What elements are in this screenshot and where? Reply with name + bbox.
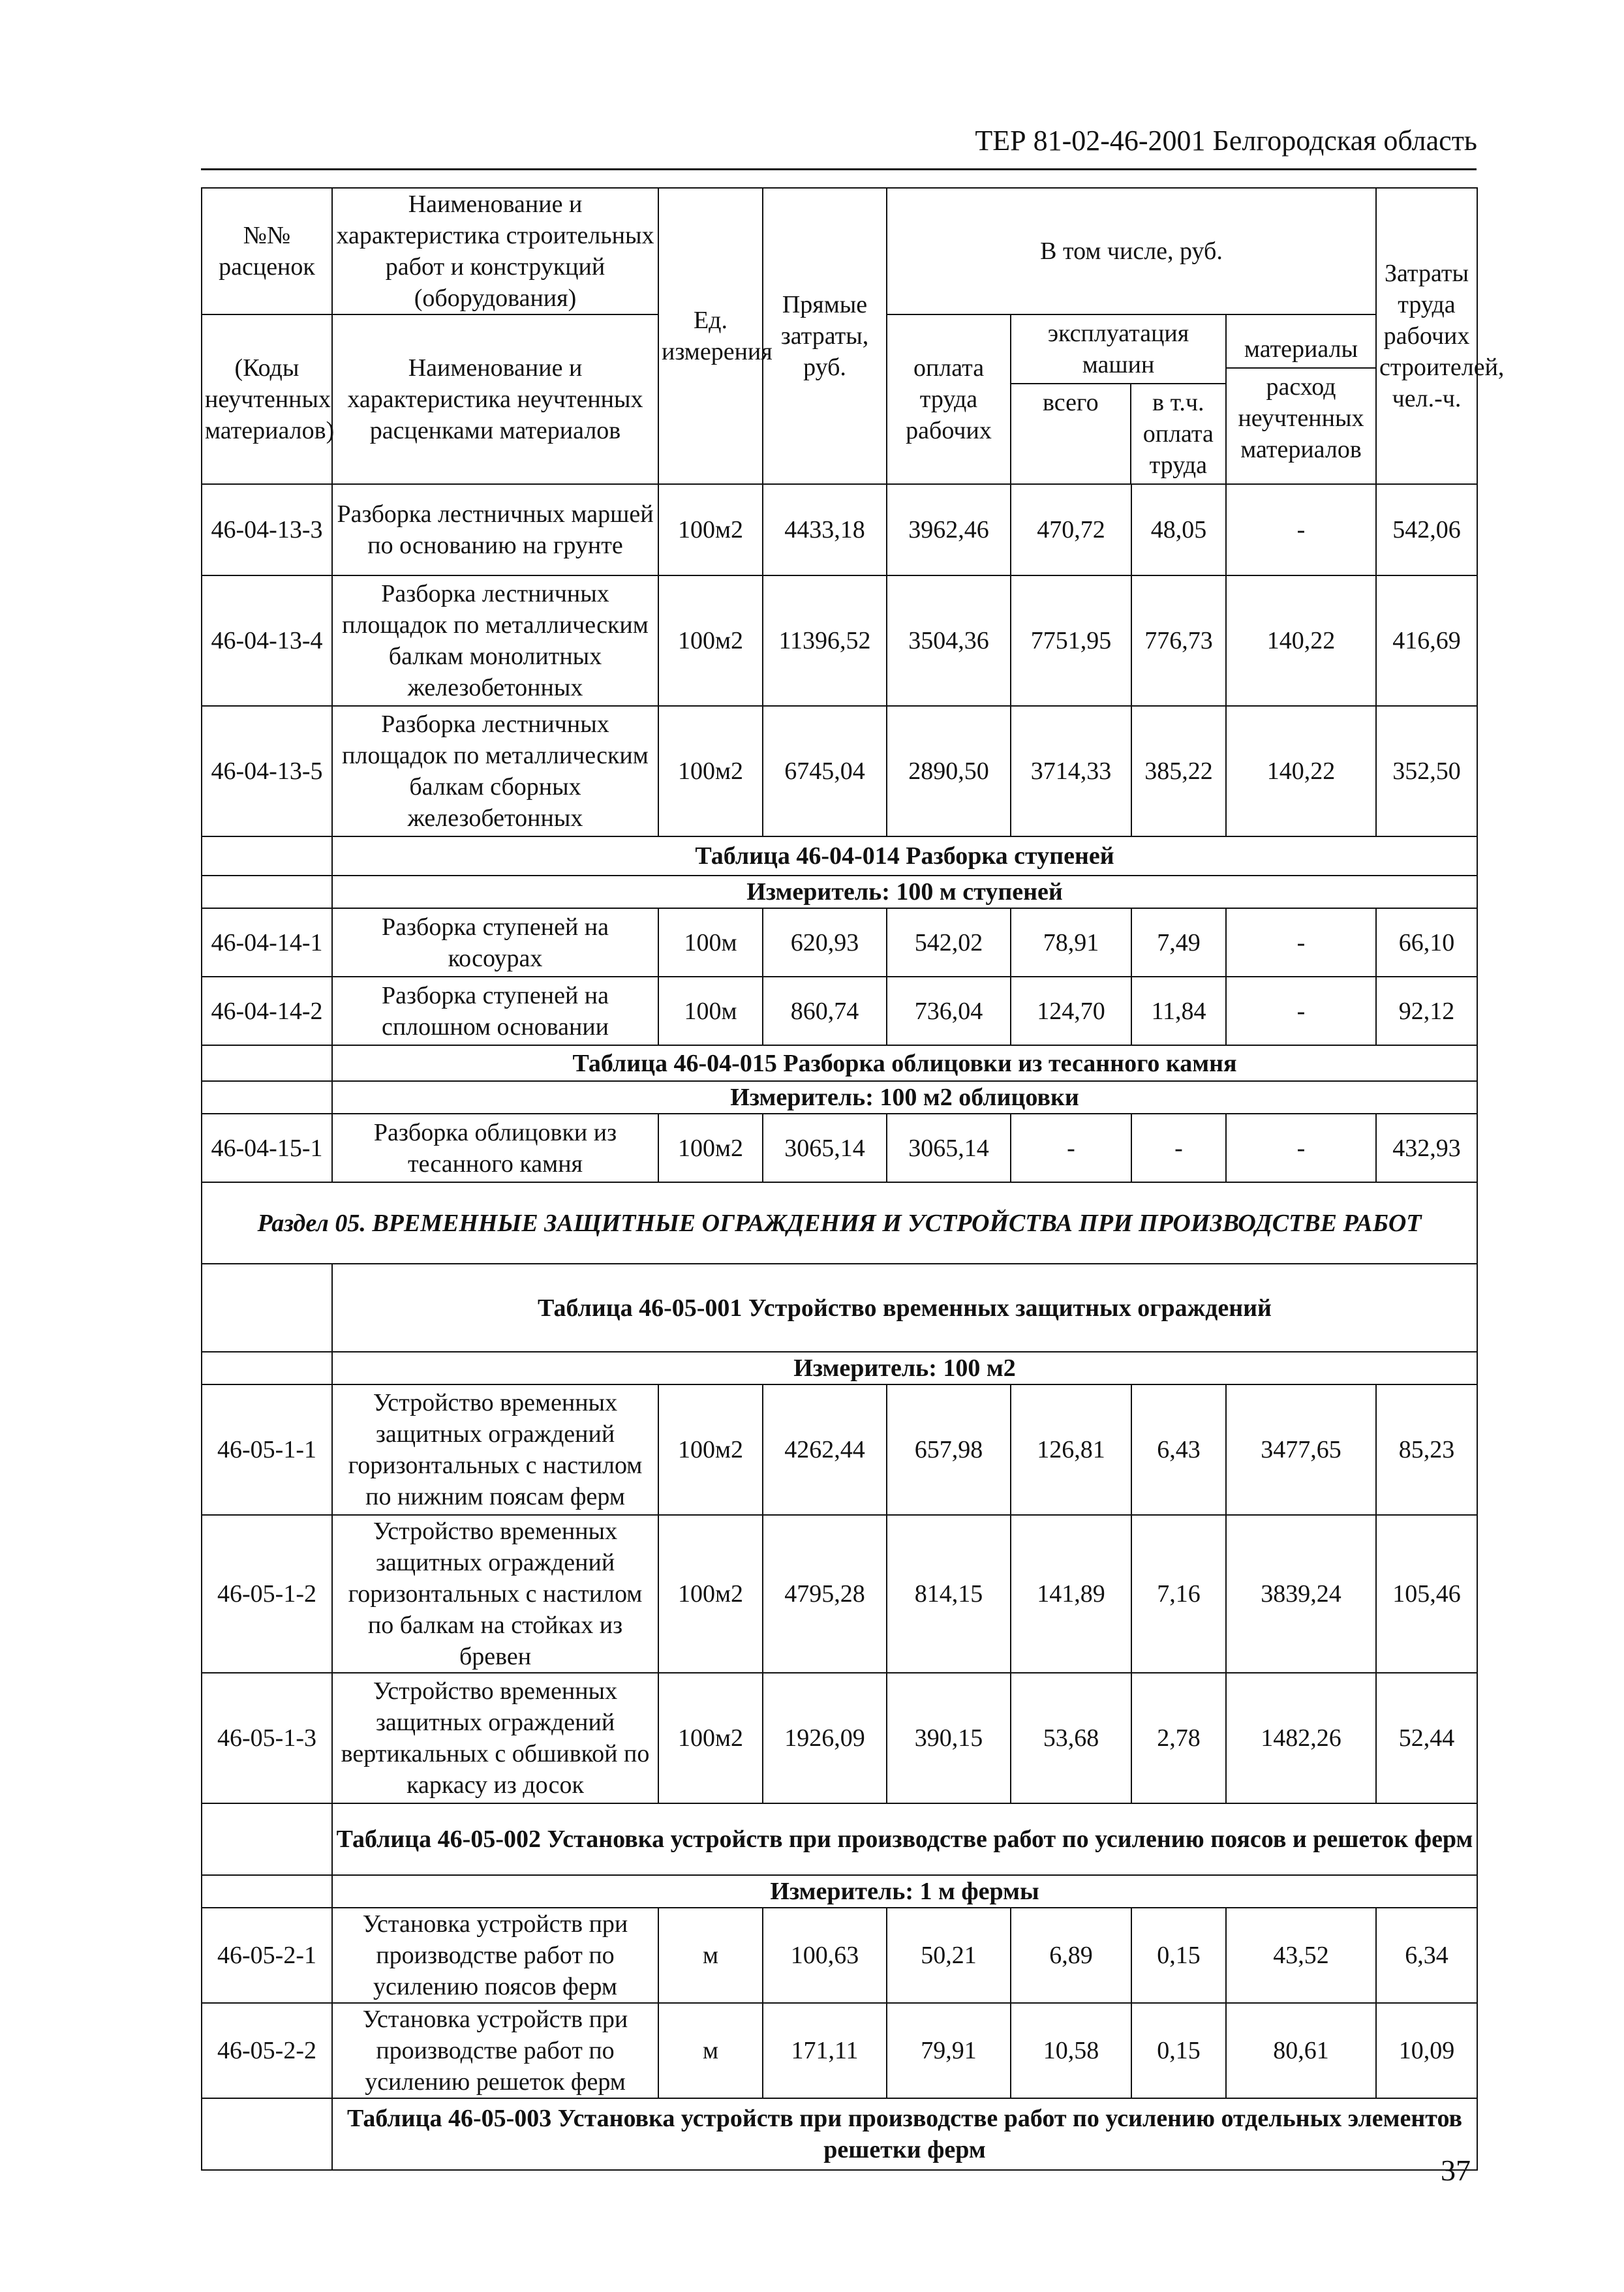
cell-unit: 100м2 [658,1673,763,1803]
rate-code: 46-04-14-1 [202,908,332,977]
cell-unit: 100м2 [658,1114,763,1182]
table-title: Таблица 46-05-002 Установка устройств при производстве работ по усилению поясов и решеток ферм [332,1803,1477,1875]
cell-mach: 10,58 [1011,2003,1131,2098]
cell-mach: 126,81 [1011,1384,1131,1515]
rate-code: 46-04-13-3 [202,484,332,575]
table-title-row [202,1264,1477,1352]
cell-mach-labor: 0,15 [1131,2003,1226,2098]
table-title: Таблица 46-05-003 Установка устройств при производстве работ по усилению отдельных элементов решетки ферм [332,2098,1477,2170]
cell-direct: 3065,14 [763,1114,887,1182]
empty-code-cell [202,1081,332,1114]
work-name: Установка устройств при производстве работ по усилению поясов ферм [332,1908,658,2003]
work-name: Устройство временных защитных ограждений горизонтальных с настилом по нижним поясам ферм [332,1384,658,1515]
header-labor-pay: оплата труда рабочих [887,314,1011,484]
cell-mach: - [1011,1114,1131,1182]
cell-mach-labor: - [1131,1114,1226,1182]
header-including: В том числе, руб. [887,188,1376,314]
measure-unit: Измеритель: 100 м2 [332,1352,1477,1384]
header-materials-title: материалы [1227,331,1375,369]
cell-mach-labor: 385,22 [1131,706,1226,836]
table-title-row [202,836,1477,876]
cell-direct: 100,63 [763,1908,887,2003]
empty-code-cell [202,1264,332,1352]
cell-unit: 100м2 [658,1384,763,1515]
measure-unit: Измеритель: 100 м ступеней [332,876,1477,908]
header-name-materials: Наименование и характеристика неучтенных расценками материалов [332,314,658,484]
empty-code-cell [202,836,332,876]
cell-mat: 140,22 [1226,575,1376,706]
rate-code: 46-04-15-1 [202,1114,332,1182]
cell-direct: 4262,44 [763,1384,887,1515]
table-row [202,706,1477,836]
cell-unit: 100м2 [658,1515,763,1673]
table-row [202,1515,1477,1673]
rates-table [201,187,1505,2171]
work-name: Устройство временных защитных ограждений вертикальных с обшивкой по каркасу из досок [332,1673,658,1803]
work-name: Разборка лестничных маршей по основанию на грунте [332,484,658,575]
cell-work: 92,12 [1376,977,1477,1045]
measure-row [202,1081,1477,1114]
cell-mach: 124,70 [1011,977,1131,1045]
cell-labor: 390,15 [887,1673,1011,1803]
cell-mat: 3477,65 [1226,1384,1376,1515]
empty-code-cell [202,1045,332,1081]
work-name: Разборка лестничных площадок по металлическим балкам сборных железобетонных [332,706,658,836]
cell-labor: 2890,50 [887,706,1011,836]
cell-work: 6,34 [1376,1908,1477,2003]
cell-unit: 100м2 [658,575,763,706]
cell-mach: 6,89 [1011,1908,1131,2003]
rate-code: 46-05-1-2 [202,1515,332,1673]
cell-unit: 100м [658,908,763,977]
cell-work: 352,50 [1376,706,1477,836]
cell-work: 416,69 [1376,575,1477,706]
rate-code: 46-05-2-2 [202,2003,332,2098]
header-labor-hours: Затраты труда рабочих строителей, чел.-ч. [1376,188,1477,484]
cell-mat: - [1226,908,1376,977]
cell-mach: 78,91 [1011,908,1131,977]
cell-labor: 3504,36 [887,575,1011,706]
table-title-row [202,1803,1477,1875]
header-direct: Прямые затраты, руб. [763,188,887,484]
work-name: Устройство временных защитных ограждений горизонтальных с настилом по балкам на стойках из бревен [332,1515,658,1673]
cell-labor: 542,02 [887,908,1011,977]
page-number: 37 [1441,2154,1471,2187]
page-header: ТЕР 81-02-46-2001 Белгородская область [975,125,1477,157]
cell-work: 52,44 [1376,1673,1477,1803]
empty-code-cell [202,1875,332,1908]
cell-work: 85,23 [1376,1384,1477,1515]
empty-code-cell [202,1352,332,1384]
cell-unit: 100м2 [658,706,763,836]
cell-direct: 860,74 [763,977,887,1045]
measure-unit: Измеритель: 100 м2 облицовки [332,1081,1477,1114]
cell-mat: 140,22 [1226,706,1376,836]
measure-unit: Измеритель: 1 м фермы [332,1875,1477,1908]
cell-unit: 100м [658,977,763,1045]
cell-mach-labor: 7,16 [1131,1515,1226,1673]
cell-mach-labor: 11,84 [1131,977,1226,1045]
section-row [202,1182,1477,1264]
cell-mat: - [1226,977,1376,1045]
table-title: Таблица 46-05-001 Устройство временных защитных ограждений [332,1264,1477,1352]
cell-mach-labor: 6,43 [1131,1384,1226,1515]
rate-code: 46-05-1-3 [202,1673,332,1803]
cell-labor: 3962,46 [887,484,1011,575]
cell-work: 432,93 [1376,1114,1477,1182]
cell-work: 105,46 [1376,1515,1477,1673]
table-body [202,484,1477,2170]
empty-code-cell [202,2098,332,2170]
cell-mach-labor: 0,15 [1131,1908,1226,2003]
cell-work: 66,10 [1376,908,1477,977]
header-code: №№ расценок [202,188,332,314]
cell-unit: м [658,1908,763,2003]
cell-labor: 50,21 [887,1908,1011,2003]
table-title: Таблица 46-04-014 Разборка ступеней [332,836,1477,876]
header-machines-labor: в т.ч. оплата труда [1142,389,1214,479]
table-row [202,1673,1477,1803]
cell-direct: 11396,52 [763,575,887,706]
cell-direct: 4795,28 [763,1515,887,1673]
cell-mat: 80,61 [1226,2003,1376,2098]
measure-row [202,876,1477,908]
header-code-materials: (Коды неучтенных материалов) [202,314,332,484]
cell-mat: - [1226,484,1376,575]
section-title: Раздел 05. ВРЕМЕННЫЕ ЗАЩИТНЫЕ ОГРАЖДЕНИЯ И УСТРОЙСТВА ПРИ ПРОИЗВОДСТВЕ РАБОТ [202,1182,1477,1264]
rate-code: 46-04-13-4 [202,575,332,706]
header-machines [1011,314,1226,484]
cell-mat: - [1226,1114,1376,1182]
cell-labor: 79,91 [887,2003,1011,2098]
cell-direct: 4433,18 [763,484,887,575]
table-row [202,908,1477,977]
cell-unit: м [658,2003,763,2098]
cell-direct: 6745,04 [763,706,887,836]
rate-code: 46-05-2-1 [202,1908,332,2003]
work-name: Разборка ступеней на косоурах [332,908,658,977]
cell-labor: 814,15 [887,1515,1011,1673]
cell-mach: 53,68 [1011,1673,1131,1803]
cell-unit: 100м2 [658,484,763,575]
table-row [202,2003,1477,2098]
table-title: Таблица 46-04-015 Разборка облицовки из тесанного камня [332,1045,1477,1081]
cell-work: 542,06 [1376,484,1477,575]
header-name: Наименование и характеристика строительных работ и конструкций (оборудования) [332,188,658,314]
table-row [202,977,1477,1045]
cell-mach: 7751,95 [1011,575,1131,706]
cell-labor: 657,98 [887,1384,1011,1515]
rate-code: 46-04-14-2 [202,977,332,1045]
cell-work: 10,09 [1376,2003,1477,2098]
cell-mach: 3714,33 [1011,706,1131,836]
work-name: Разборка облицовки из тесанного камня [332,1114,658,1182]
work-name: Установка устройств при производстве работ по усилению решеток ферм [332,2003,658,2098]
cell-mach-labor: 2,78 [1131,1673,1226,1803]
cell-mach-labor: 48,05 [1131,484,1226,575]
empty-code-cell [202,876,332,908]
cell-mach: 470,72 [1011,484,1131,575]
rate-code: 46-04-13-5 [202,706,332,836]
cell-mach-labor: 776,73 [1131,575,1226,706]
measure-row [202,1352,1477,1384]
rate-code: 46-05-1-1 [202,1384,332,1515]
cell-mat: 1482,26 [1226,1673,1376,1803]
cell-labor: 3065,14 [887,1114,1011,1182]
table-row [202,1384,1477,1515]
cell-mach: 141,89 [1011,1515,1131,1673]
table-row [202,484,1477,575]
header-unit: Ед. измерения [658,188,763,484]
measure-row [202,1875,1477,1908]
cell-direct: 171,11 [763,2003,887,2098]
header-machines-total: всего [1011,384,1131,483]
header-materials [1226,314,1376,484]
table-title-row [202,1045,1477,1081]
table-title-row [202,2098,1477,2170]
table-row [202,1114,1477,1182]
cell-direct: 1926,09 [763,1673,887,1803]
table-row [202,575,1477,706]
cell-mach-labor: 7,49 [1131,908,1226,977]
cell-mat: 43,52 [1226,1908,1376,2003]
work-name: Разборка ступеней на сплошном основании [332,977,658,1045]
empty-code-cell [202,1803,332,1875]
cell-labor: 736,04 [887,977,1011,1045]
header-machines-title: эксплуатация машин [1011,315,1225,384]
table-row [202,1908,1477,2003]
cell-direct: 620,93 [763,908,887,977]
cell-mat: 3839,24 [1226,1515,1376,1673]
header-materials-unaccounted: расход неучтенных материалов [1238,373,1364,463]
work-name: Разборка лестничных площадок по металлическим балкам монолитных железобетонных [332,575,658,706]
header-rule [201,168,1477,170]
